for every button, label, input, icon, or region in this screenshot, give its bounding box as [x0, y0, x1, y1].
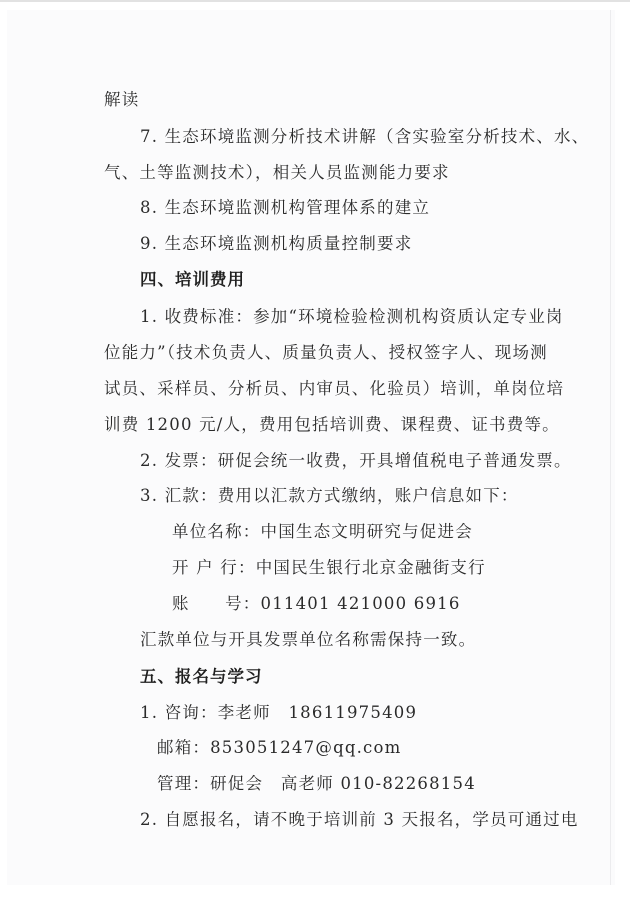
text-line-intro-continuation: 解读	[104, 90, 140, 109]
fee-standard-line-4: 训费 1200 元/人，费用包括培训费、课程费、证书费等。	[104, 415, 560, 434]
email-contact-line: 邮箱：853051247@qq.com	[157, 738, 402, 757]
list-item-9: 9. 生态环境监测机构质量控制要求	[140, 234, 413, 253]
fee-standard-line-3: 试员、采样员、分析员、内审员、化验员）培训，单岗位培	[104, 379, 565, 398]
remittance-note: 汇款单位与开具发票单位名称需保持一致。	[140, 630, 477, 649]
management-contact-line: 管理：研促会 高老师 010-82268154	[157, 774, 476, 793]
list-item-7-continuation: 气、土等监测技术），相关人员监测能力要求	[104, 163, 450, 182]
bank-name-line: 开 户 行：中国民生银行北京金融街支行	[172, 558, 486, 577]
list-item-8: 8. 生态环境监测机构管理体系的建立	[140, 198, 431, 217]
account-number-line: 账 号：011401 421000 6916	[172, 594, 461, 613]
remittance-paragraph: 3. 汇款：费用以汇款方式缴纳，账户信息如下：	[140, 486, 519, 505]
list-item-7: 7. 生态环境监测分析技术讲解（含实验室分析技术、水、	[140, 127, 590, 146]
registration-paragraph: 2. 自愿报名，请不晚于培训前 3 天报名，学员可通过电	[140, 810, 579, 829]
consultation-contact-line: 1. 咨询：李老师 18611975409	[140, 703, 418, 722]
section-heading-training-fees: 四、培训费用	[140, 270, 245, 289]
section-heading-registration: 五、报名与学习	[140, 667, 263, 686]
invoice-paragraph: 2. 发票：研促会统一收费，开具增值税电子普通发票。	[140, 451, 572, 470]
fee-standard-line-1: 1. 收费标准：参加“环境检验检测机构资质认定专业岗	[140, 307, 564, 326]
account-name-line: 单位名称：中国生态文明研究与促进会	[172, 522, 473, 541]
viewer-top-border	[0, 0, 630, 2]
document-page	[7, 10, 615, 885]
fee-standard-line-2: 位能力”（技术负责人、质量负责人、授权签字人、现场测	[104, 343, 548, 362]
